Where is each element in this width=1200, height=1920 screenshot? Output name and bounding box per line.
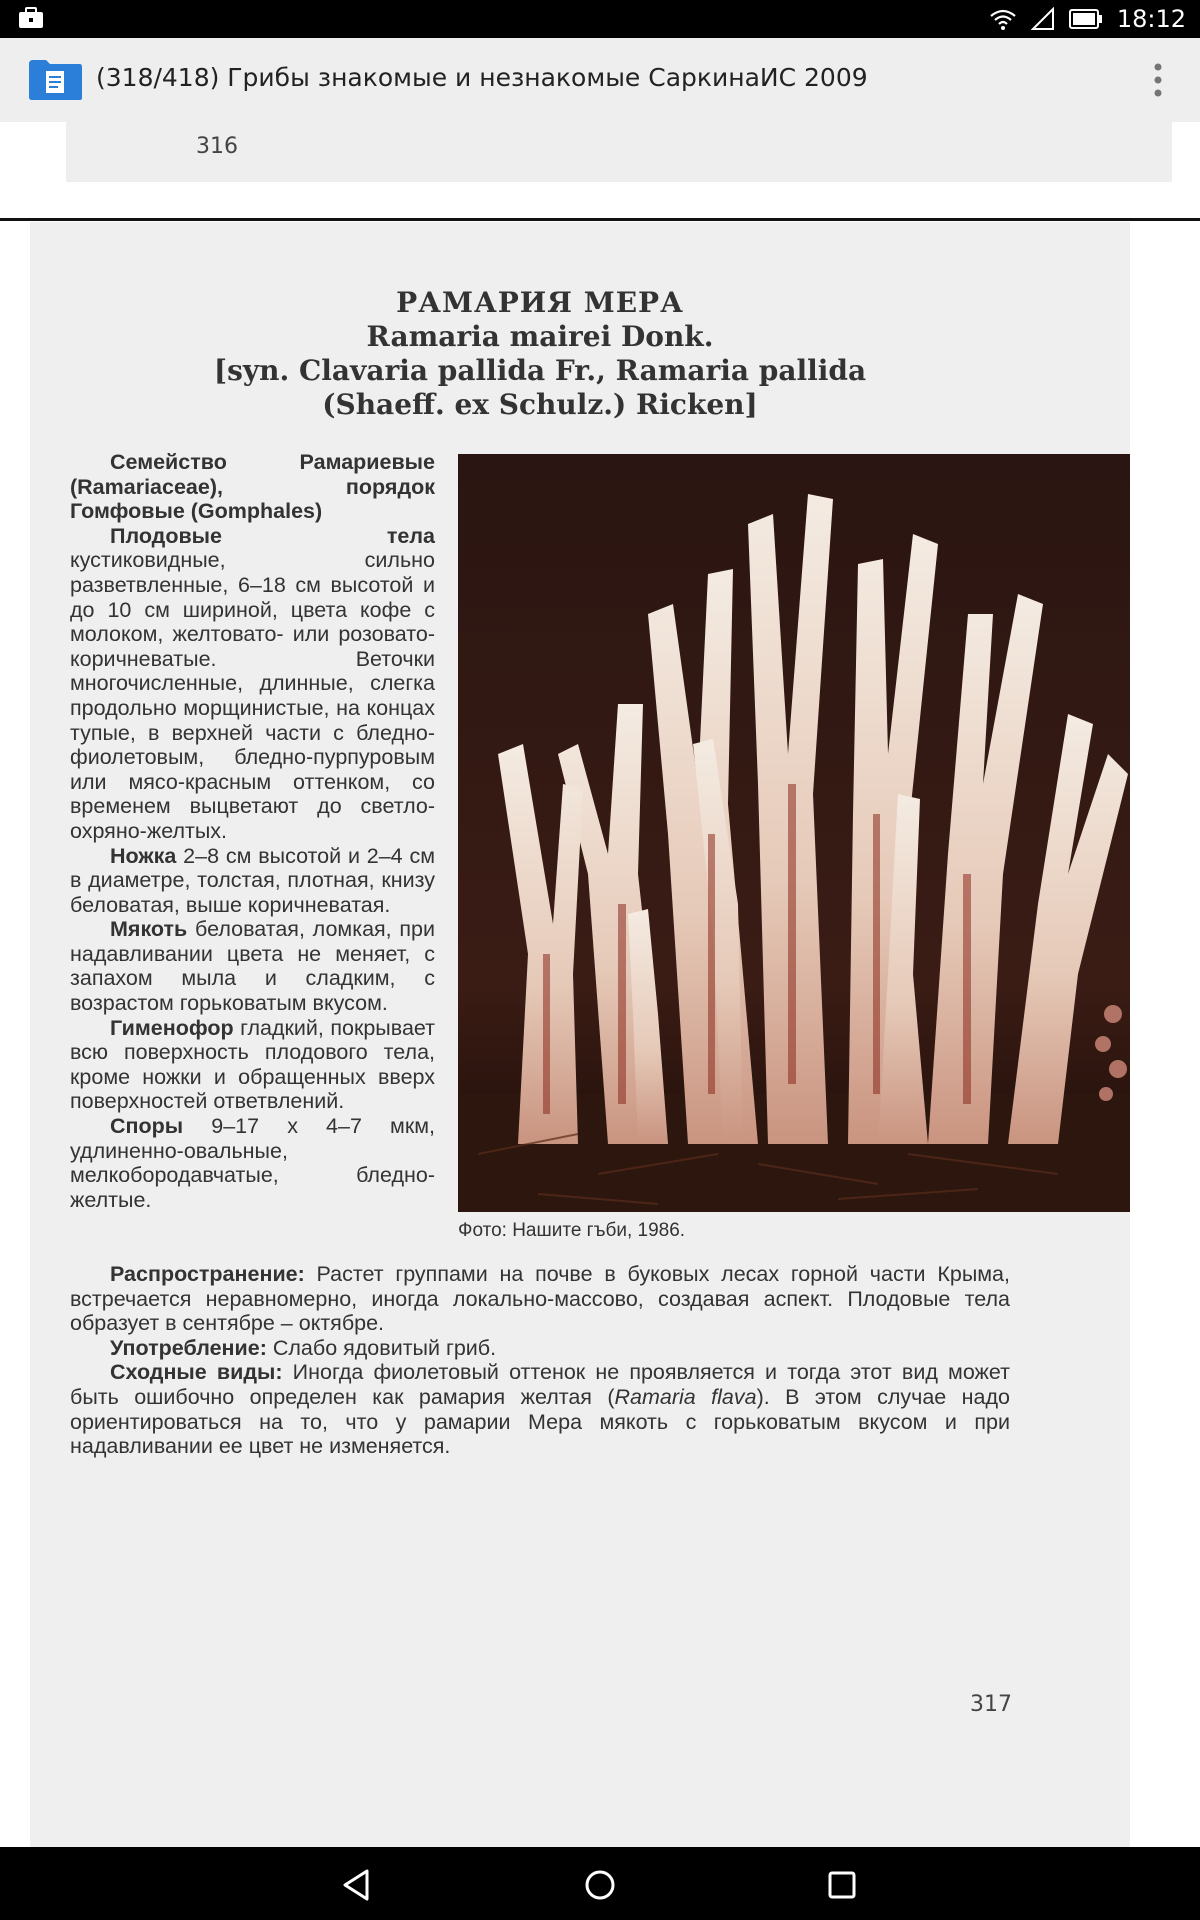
section-text: кустиковидные, сильно разветвленные, 6–18 см высотой и до 10 см шириной, цвета кофе с молоком, желтовато- или розовато-коричневатые. Веточки многочисленные, длинные, слегка продольно морщинистые, на концах тупые, в верхней части с бледно-фиолетовым, бледно-пурпуровым или мясо-красным оттенком, со временем выцветают до светло-охряно-желтых. [70,548,435,843]
section-paragraph [70,917,435,1015]
app-bar [0,38,1200,122]
section-text: гладкий, покрывает всю поверхность плодового тела, кроме ножки и обращенных вверх поверхностей ответвлений. [70,1015,435,1114]
section-text: 9–17 x 4–7 мкм, удлиненно-овальные, мелкобородавчатые, бледно-желтые. [70,1114,435,1212]
signal-icon [1031,7,1055,31]
page-number: 317 [970,1692,1012,1717]
section-paragraph [70,844,435,918]
back-icon[interactable] [337,1865,377,1905]
synonyms-line-2: (Shaeff. ex Schulz.) Ricken] [322,388,758,421]
section-label: Ножка [110,843,177,868]
full-width-text [70,1262,1010,1459]
page-divider [0,218,1200,221]
section-label: Споры [110,1114,184,1139]
species-latin-name: Ramaria mairei Donk. [366,320,714,353]
mushroom-photo [458,454,1130,1212]
status-bar [0,0,1200,38]
section-text: Иногда фиолетовый оттенок не проявляется и тогда этот вид может быть ошибочно определен как рамария желтая ( [70,1360,1011,1409]
section-text: Слабо ядовитый гриб. [266,1335,497,1360]
section-label: Сходные виды: [110,1360,283,1385]
family-label: Семейство Рамариевые (Ramariaceae), порядок Гомфовые (Gomphales) [70,450,435,524]
section-label: Гименофор [110,1015,234,1040]
section-paragraph [70,524,435,844]
home-icon[interactable] [580,1865,620,1905]
previous-page [66,122,1172,182]
family-paragraph [70,450,435,524]
section-paragraph [70,1262,1010,1336]
description-column [70,450,435,1212]
navigation-bar [0,1847,1200,1920]
briefcase-icon [18,6,44,30]
current-page [30,222,1130,1847]
recents-icon[interactable] [822,1865,862,1905]
more-vert-icon[interactable] [1152,62,1164,98]
section-label: Плодовые тела [110,523,435,548]
clock: 18:12 [1116,5,1186,33]
section-text: 2–8 см высотой и 2–4 см в диаметре, толстая, плотная, книзу беловатая, выше коричневатая. [70,843,435,917]
battery-icon [1069,8,1103,30]
synonyms-line-1: [syn. Clavaria pallida Fr., Ramaria pallida [213,354,867,387]
species-title: РАМАРИЯ МЕРА [396,286,684,319]
section-text: Растет группами на почве в буковых лесах горной части Крыма, встречается неравномерно, иногда локально-массово, создавая аспект. Плодовые тела образует в сентябре – октябре. [70,1262,1010,1336]
section-paragraph [70,1360,1010,1458]
section-paragraph [70,1336,1010,1361]
section-text: беловатая, ломкая, при надавливании цвета не меняет, с запахом мыла и сладким, с возрастом горьковатым вкусом. [70,917,435,1016]
section-label: Употребление: [110,1335,267,1360]
status-icons [989,0,1186,38]
photo-caption: Фото: Нашите гъби, 1986. [458,1220,686,1241]
section-label: Распространение: [110,1262,305,1286]
section-text: ). В этом случае надо ориентироваться на то, что у рамарии Мера мякоть с горьковатым вкусом и при надавливании ее цвет не изменяется. [70,1384,1010,1459]
document-viewer[interactable] [0,122,1200,1847]
section-paragraph [70,1114,435,1212]
section-paragraph [70,1016,435,1114]
previous-page-number: 316 [196,134,238,159]
document-icon[interactable] [26,58,84,102]
wifi-icon [989,7,1017,31]
italic-species-name: Ramaria flava [614,1384,757,1409]
document-title: (318/418) Грибы знакомые и незнакомые СаркинаИС 2009 [96,63,868,92]
section-label: Мякоть [110,917,188,942]
